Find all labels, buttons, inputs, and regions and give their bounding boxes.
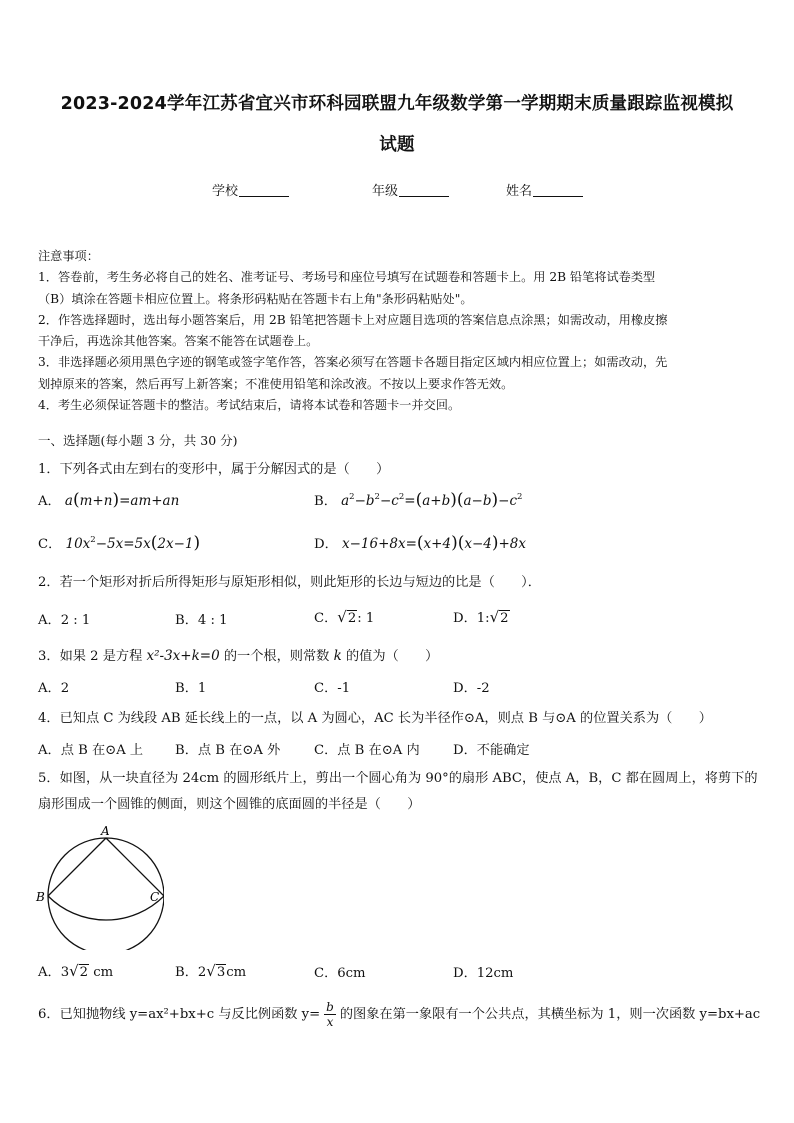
grade-field xyxy=(372,180,449,199)
notes-line: 干净后，再选涂其他答案。答案不能答在试题卷上。 xyxy=(38,334,319,349)
q2-option-c[interactable]: C．√2: 1 xyxy=(314,608,375,626)
sqrt-symbol: √2 xyxy=(337,608,357,626)
q1-a-formula: a(m+n)=am+an xyxy=(64,490,180,510)
exam-title: 2023-2024学年江苏省宜兴市环科园联盟九年级数学第一学期期末质量跟踪监视模拟 xyxy=(60,94,734,114)
q1-b-formula: $a^2-b^2-c^2=(a+b)(a-b)-c^2$ xyxy=(341,490,523,510)
figure-label-a: A xyxy=(101,824,110,838)
notes-line: （B）填涂在答题卡相应位置上。将条形码粘贴在答题卡右上角"条形码粘贴处"。 xyxy=(38,291,473,306)
circle-sector-figure xyxy=(34,824,164,950)
school-blank[interactable] xyxy=(239,184,289,197)
q3-option-d[interactable]: D．-2 xyxy=(453,681,490,696)
figure-segment-ac xyxy=(106,838,164,896)
question-5-stem: 5．如图，从一块直径为 24cm 的圆形纸片上，剪出一个圆心角为 90°的扇形 ABC，使点 A，B，C 都在圆周上，将剪下的扇形围成一个圆锥的侧面，则这个圆锥的底面圆的半径是（ ） xyxy=(38,771,758,812)
question-6-stem: 6．已知抛物线 y=ax²+bx+c 与反比例函数 y= $\frac{b}{x}$ 的图象在第一象限有一个公共点，其横坐标为 1，则一次函数 y=bx+ac xyxy=(38,1000,761,1029)
name-blank[interactable] xyxy=(533,184,583,197)
q4-option-b[interactable]: B．点 B 在⊙A 外 xyxy=(175,743,281,758)
q3-option-b[interactable]: B．1 xyxy=(175,681,207,696)
question-4-stem: 4．已知点 C 为线段 AB 延长线上的一点，以 A 为圆心，AC 长为半径作⊙A，则点 B 与⊙A 的位置关系为（ ） xyxy=(38,711,712,726)
q3-option-a[interactable]: A．2 xyxy=(38,681,70,696)
name-field xyxy=(506,180,583,199)
notes-line: 4．考生必须保证答题卡的整洁。考试结束后，请将本试卷和答题卡一并交回。 xyxy=(38,398,461,413)
notes-line: 2．作答选择题时，选出每小题答案后，用 2B 铅笔把答题卡上对应题目选项的答案信息点涂黑；如需改动，用橡皮擦 xyxy=(38,312,668,327)
fraction-b-over-x: $\frac{b}{x}$ xyxy=(326,1000,334,1029)
question-2-stem: 2．若一个矩形对折后所得矩形与原矩形相似，则此矩形的长边与短边的比是（ ）． xyxy=(38,575,541,590)
q5-option-c[interactable]: C．6cm xyxy=(314,966,366,981)
sqrt-symbol: √2 xyxy=(69,962,89,980)
grade-blank[interactable] xyxy=(399,184,449,197)
q2-option-d[interactable]: D．1:√2 xyxy=(453,608,509,626)
q4-option-c[interactable]: C．点 B 在⊙A 内 xyxy=(314,743,420,758)
q5-option-a[interactable]: A．3√2 cm xyxy=(38,962,114,980)
exam-title-line2: 试题 xyxy=(379,135,415,155)
q1-option-a[interactable]: A． a(m+n)=am+an xyxy=(38,490,180,510)
figure-sector-arc xyxy=(48,896,164,920)
q4-option-a[interactable]: A．点 B 在⊙A 上 xyxy=(38,743,144,758)
q2-option-b[interactable]: B．4 : 1 xyxy=(175,613,228,628)
q1-option-d[interactable]: D． x−16+8x=(x+4)(x−4)+8x xyxy=(314,533,526,553)
school-label: 学校 xyxy=(212,184,239,199)
q4-option-d[interactable]: D．不能确定 xyxy=(453,743,530,758)
sqrt-symbol: √2 xyxy=(489,608,509,626)
notes-line: 划掉原来的答案，然后再写上新答案；不准使用铅笔和涂改液。不按以上要求作答无效。 xyxy=(38,376,514,391)
q1-d-formula: x−16+8x=(x+4)(x−4)+8x xyxy=(341,533,526,553)
section-heading: 一、选择题(每小题 3 分，共 30 分) xyxy=(38,433,238,448)
notes-line: 1．答卷前，考生务必将自己的姓名、准考证号、考场号和座位号填写在试题卷和答题卡上。用 2B 铅笔将试卷类型 xyxy=(38,270,656,285)
notes-line: 3．非选择题必须用黑色字迹的钢笔或签字笔作答，答案必须写在答题卡各题目指定区域内相应位置上；如需改动，先 xyxy=(38,355,668,370)
question-3-stem: 3．如果 2 是方程 x²-3x+k=0 的一个根，则常数 k 的值为（ ） xyxy=(38,648,439,664)
q2-option-a[interactable]: A．2 : 1 xyxy=(38,613,91,628)
q1-c-formula: $10x^2-5x=5x(2x-1)$ xyxy=(65,533,201,553)
school-field xyxy=(212,180,289,199)
notes-heading: 注意事项： xyxy=(38,249,99,263)
notes-block xyxy=(38,246,760,416)
q1-option-c[interactable]: C． $10x^2-5x=5x(2x-1)$ xyxy=(38,533,201,553)
figure-label-c: C xyxy=(150,890,160,904)
question-1-stem: 1．下列各式由左到右的变形中，属于分解因式的是（ ） xyxy=(38,462,390,477)
figure-segment-ab xyxy=(48,838,106,896)
q5-option-b[interactable]: B．2√3cm xyxy=(175,962,247,980)
grade-label: 年级 xyxy=(372,184,399,199)
name-label: 姓名 xyxy=(506,184,533,199)
figure-circle xyxy=(48,838,164,950)
figure-label-b: B xyxy=(36,890,45,904)
q3-option-c[interactable]: C．-1 xyxy=(314,681,351,696)
q1-option-b[interactable]: B． $a^2-b^2-c^2=(a+b)(a-b)-c^2$ xyxy=(314,490,523,510)
q5-option-d[interactable]: D．12cm xyxy=(453,966,514,981)
sqrt-symbol: √3 xyxy=(206,962,226,980)
